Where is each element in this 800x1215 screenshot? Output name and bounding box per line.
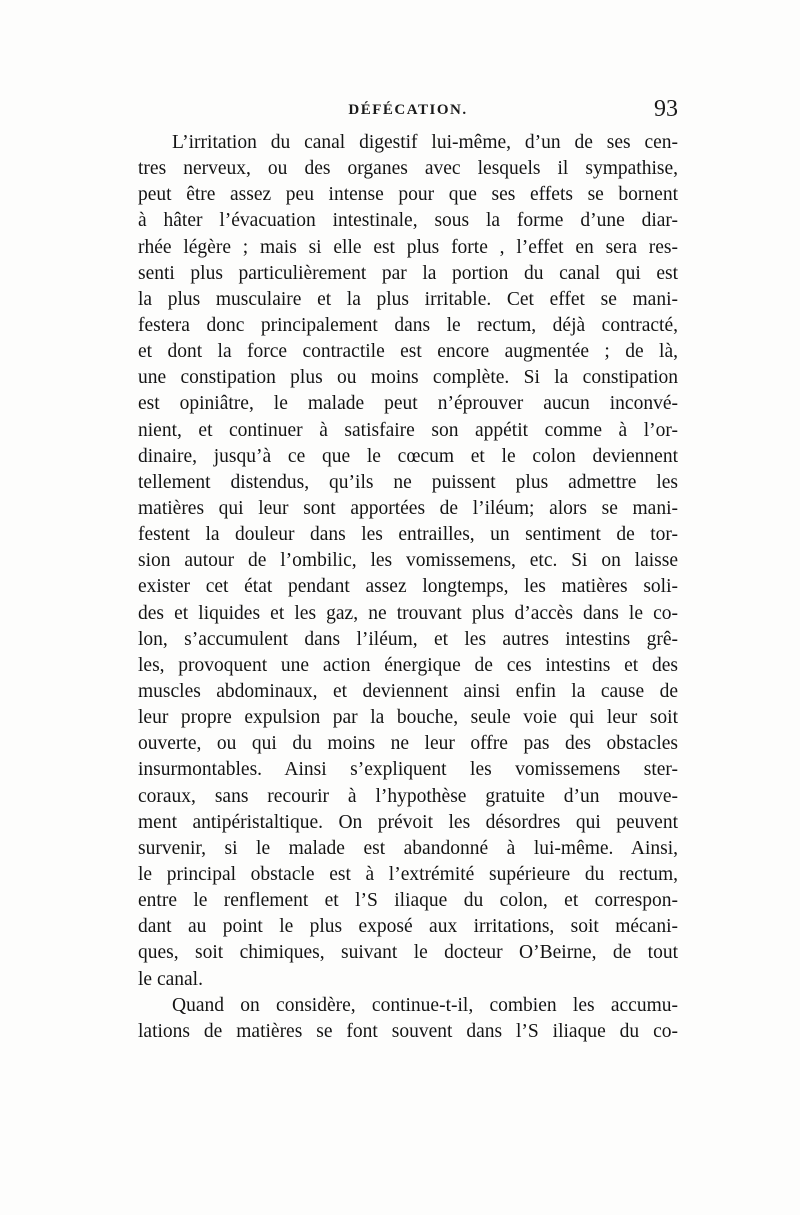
text-line: Quand on considère, continue-t-il, combien les accumu-	[172, 994, 678, 1016]
text-line: sion autour de l’ombilic, les vomissemens, etc. Si on laisse	[138, 550, 678, 572]
text-line: dant au point le plus exposé aux irritations, soit mécani-	[138, 916, 678, 938]
text-line: nient, et continuer à satisfaire son appétit comme à l’or-	[138, 419, 678, 441]
text-line: muscles abdominaux, et deviennent ainsi enfin la cause de	[138, 680, 678, 702]
text-line: coraux, sans recourir à l’hypothèse gratuite d’un mouve-	[138, 785, 678, 807]
text-line: une constipation plus ou moins complète. Si la constipation	[138, 367, 678, 389]
text-line: festent la douleur dans les entrailles, un sentiment de tor-	[138, 524, 678, 546]
text-line: survenir, si le malade est abandonné à lui-même. Ainsi,	[138, 837, 678, 859]
text-line: est opiniâtre, le malade peut n’éprouver aucun inconvé-	[138, 393, 678, 415]
text-line: les, provoquent une action énergique de ces intestins et des	[138, 654, 678, 676]
body-text	[138, 130, 678, 1045]
text-line: matières qui leur sont apportées de l’iléum; alors se mani-	[138, 497, 678, 519]
text-line: entre le renflement et l’S iliaque du colon, et correspon-	[138, 890, 678, 912]
text-line: des et liquides et les gaz, ne trouvant plus d’accès dans le co-	[138, 602, 678, 624]
text-line: lon, s’accumulent dans l’iléum, et les autres intestins grê-	[138, 628, 678, 650]
text-line: ques, soit chimiques, suivant le docteur O’Beirne, de tout	[138, 942, 678, 964]
text-line: leur propre expulsion par la bouche, seule voie qui leur soit	[138, 707, 678, 729]
running-head	[138, 96, 678, 126]
text-line: lations de matières se font souvent dans l’S iliaque du co-	[138, 1020, 678, 1042]
text-line: senti plus particulièrement par la portion du canal qui est	[138, 262, 678, 284]
text-line: dinaire, jusqu’à ce que le cœcum et le colon deviennent	[138, 445, 678, 467]
paragraph-end-line: le canal.	[138, 968, 203, 990]
page-number: 93	[654, 96, 678, 122]
text-line: exister cet état pendant assez longtemps, les matières soli-	[138, 576, 678, 598]
text-line: festera donc principalement dans le rectum, déjà contracté,	[138, 314, 678, 336]
text-line: et dont la force contractile est encore augmentée ; de là,	[138, 341, 678, 363]
text-line: L’irritation du canal digestif lui-même, d’un de ses cen-	[172, 132, 678, 153]
text-line: le principal obstacle est à l’extrémité supérieure du rectum,	[138, 863, 678, 885]
text-line: ment antipéristaltique. On prévoit les désordres qui peuvent	[138, 811, 678, 833]
text-line: peut être assez peu intense pour que ses effets se bornent	[138, 184, 678, 206]
text-line: la plus musculaire et la plus irritable. Cet effet se mani-	[138, 288, 678, 310]
text-line: rhée légère ; mais si elle est plus forte , l’effet en sera res-	[138, 236, 678, 258]
text-line: à hâter l’évacuation intestinale, sous la forme d’une diar-	[138, 210, 678, 232]
running-title: DÉFÉCATION.	[348, 102, 468, 118]
text-line: ouverte, ou qui du moins ne leur offre pas des obstacles	[138, 733, 678, 755]
text-line: insurmontables. Ainsi s’expliquent les vomissemens ster-	[138, 759, 678, 781]
text-line: tres nerveux, ou des organes avec lesquels il sympathise,	[138, 158, 678, 180]
text-line: tellement distendus, qu’ils ne puissent plus admettre les	[138, 471, 678, 493]
